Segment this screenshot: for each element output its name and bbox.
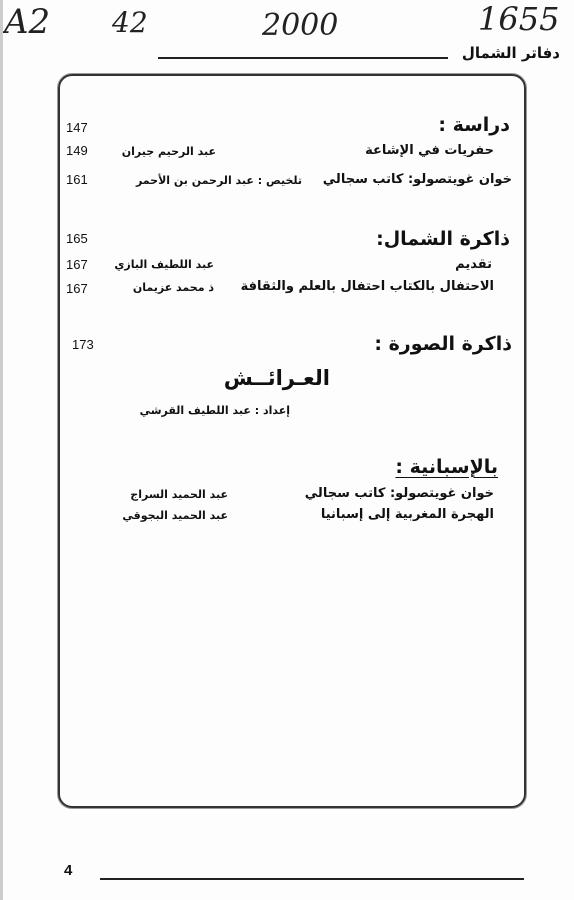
photo-feature-title: العـرائــش <box>223 366 330 390</box>
section-heading-spanish: بالإسبانية : <box>395 456 498 478</box>
entry-title: الهجرة المغربية إلى إسبانيا <box>320 507 494 522</box>
footer-rule <box>100 878 524 880</box>
handwritten-ref: A2 <box>4 2 51 42</box>
page-ref: 167 <box>66 257 88 272</box>
entry-title: تقديم <box>455 257 492 272</box>
page-ref: 173 <box>72 337 94 352</box>
page-ref: 165 <box>66 231 88 246</box>
page-ref: 147 <box>66 120 88 135</box>
entry-title: الاحتفال بالكتاب احتفال بالعلم والثقافة <box>240 279 494 294</box>
page-ref: 161 <box>66 172 88 187</box>
handwritten-number: 42 <box>112 6 148 39</box>
entry-author: عبد الحميد السراج <box>130 488 228 501</box>
photo-feature-credit: إعداد : عبد اللطيف القرشي <box>139 404 290 417</box>
entry-author: تلخيص : عبد الرحمن بن الأحمر <box>135 174 302 187</box>
entry-title: خوان غويتصولو: كاتب سجالي <box>304 486 494 501</box>
page-ref: 167 <box>66 281 88 296</box>
entry-author: عبد الرحيم جيران <box>121 145 216 158</box>
handwritten-id: 1655 <box>478 0 560 38</box>
entry-author: عبد اللطيف البازي <box>114 258 214 271</box>
entry-title: حفريات في الإشاعة <box>365 143 494 158</box>
journal-title: دفاتر الشمال <box>461 44 560 62</box>
section-heading-memory-north: ذاكرة الشمال: <box>376 228 510 250</box>
entry-author: ذ محمد عزيمان <box>132 281 214 294</box>
header-rule <box>158 57 448 59</box>
handwritten-year: 2000 <box>262 8 339 43</box>
scan-edge <box>0 0 3 900</box>
page-ref: 149 <box>66 143 88 158</box>
entry-title: خوان غويتصولو: كاتب سجالي <box>322 172 512 187</box>
section-heading-study: دراسة : <box>438 114 510 136</box>
entry-author: عبد الحميد البجوقي <box>122 509 228 522</box>
page-number: 4 <box>64 862 73 879</box>
section-heading-memory-image: ذاكرة الصورة : <box>374 333 512 355</box>
